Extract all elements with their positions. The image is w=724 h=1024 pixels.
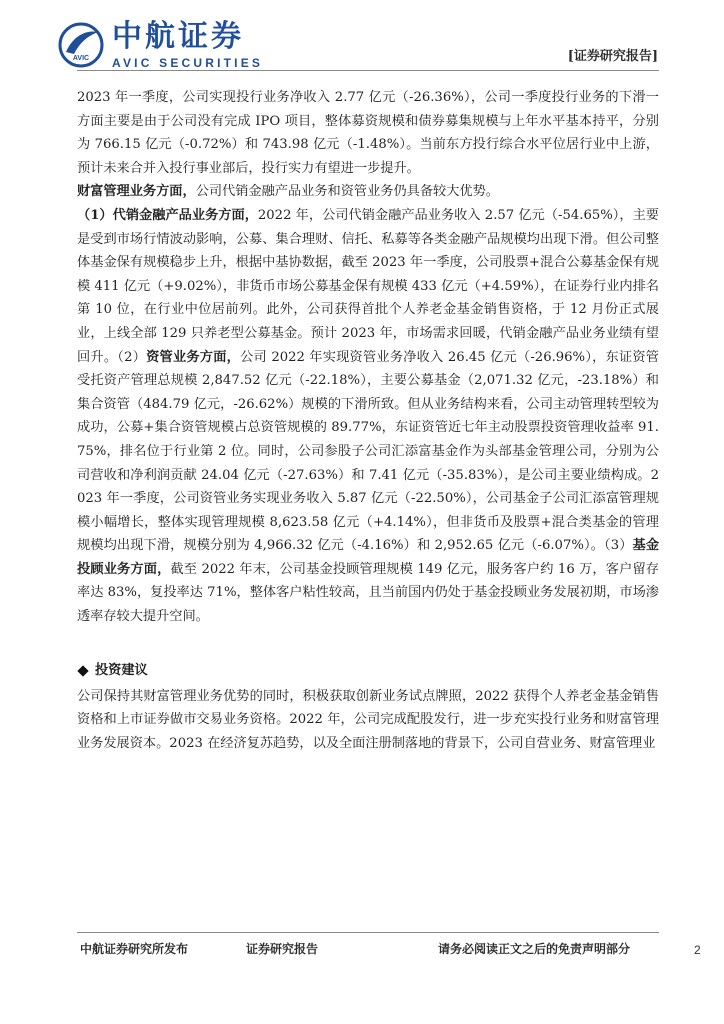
paragraph-wealth-management-intro [77,180,659,204]
section-title: 投资建议 [95,662,148,678]
wealth-management-lead: 财富管理业务方面， [77,184,196,200]
main-content [77,86,659,755]
header-divider [77,70,659,71]
avic-logo-icon [58,22,104,68]
logo-text: AVIC [72,55,90,62]
asset-management-heading: 资管业务方面， [146,349,241,365]
footer-divider [77,932,659,933]
footer-disclaimer: 请务必阅读正文之后的免责声明部分 [438,942,631,956]
fund-advisory-text: 截至 2022 年末，公司基金投顾管理规模 149 亿元，服务客户约 16 万，客户留存率达 83%，复投率达 71%，整体客户粘性较高，且当前国内仍处于基金投顾业务发展初期，市场渗透率存较大提升空间。 [77,561,659,625]
diamond-bullet-icon [77,665,88,676]
asset-management-text: 公司 2022 年实现资管业务净收入 26.45 亿元（-26.96%），东证资管受托资产管理总规模 2,847.52 亿元（-22.18%），主要公募基金（2,071.32 亿元，-23.18%）和集合资管（484.79 亿元，-26.62%）规模的下滑所致。但从业务结构来看，公司主动管理转型较为成功，公募+集合资管规模占总资管规模的 89.77%，东证资管近七年主动股票投资管理收益率 91.75%，排名位于行业第 2 位。同时，公司参股子公司汇添富基金作为头部基金管理公司，分别为公司营收和净利润贡献 24.04 亿元（-27.63%）和 7.41 亿元（-35.83%），是公司主要业绩构成。2023 年一季度，公司资管业务实现业务收入 5.87 亿元（-22.50%），公司基金子公司汇添富管理规模小幅增长，整体实现管理规模 8,623.58 亿元（+4.14%），但非货币及股票+混合类基金的管理规模均出现下滑，规模分别为 4,966.32 亿元（-4.16%）和 2,952.65 亿元（-6.07%）。（3） [77,349,659,554]
paragraph-wealth-management-detail [77,204,659,629]
distribution-heading: （1）代销金融产品业务方面， [77,207,258,223]
report-type-tag: [证券研究报告] [567,49,658,64]
fund-advisory-heading: 基金投顾业务方面， [77,538,660,577]
brand-name-cn: 中航证券 [112,19,244,54]
footer-publisher: 中航证券研究所发布 [80,942,189,956]
paragraph-investment-advice: 公司保持其财富管理业务优势的同时，积极获取创新业务试点牌照，2022 获得个人养老金基金销售资格和上市证券做市交易业务资格。2022 年，公司完成配股发行，进一步充实投行业务和财富管理业务发展资本。2023 在经济复苏趋势，以及全面注册制落地的背景下，公司自营业务、财富管理业 [77,688,659,751]
paragraph-investment-banking: 2023 年一季度，公司实现投行业务净收入 2.77 亿元（-26.36%），公司一季度投行业务的下滑一方面主要是由于公司没有完成 IPO 项目，整体募资规模和债券募集规模与上年水平基本持平，分别为 766.15 亿元（-0.72%）和 743.98 亿元（-1.48%）。当前东方投行综合水平位居行业中上游，预计未来合并入投行事业部后，投行实力有望进一步提升。 [77,90,659,176]
distribution-text: 2022 年，公司代销金融产品业务收入 2.57 亿元（-54.65%），主要是受到市场行情波动影响，公募、集合理财、信托、私募等各类金融产品规模均出现下滑。但公司整体基金保有规模稳步上升，根据中基协数据，截至 2023 年一季度，公司股票+混合公募基金保有规模 411 亿元（+9.02%），非货币市场公募基金保有规模 433 亿元（+4.59%），在证券行业内排名第 10 位，在行业中位居前列。此外，公司获得首批个人养老金基金销售资格，于 12 月份正式展业，上线全部 129 只养老型公募基金。预计 2023 年，市场需求回暖，代销金融产品业务业绩有望回升。（2） [77,207,659,365]
wealth-management-text: 公司代销金融产品业务和资管业务仍具备较大优势。 [195,184,499,200]
footer-report-type: 证券研究报告 [246,942,319,956]
page-number: 2 [694,943,701,957]
brand-name-en: AVIC SECURITIES [112,56,264,70]
section-investment-advice [77,659,659,683]
